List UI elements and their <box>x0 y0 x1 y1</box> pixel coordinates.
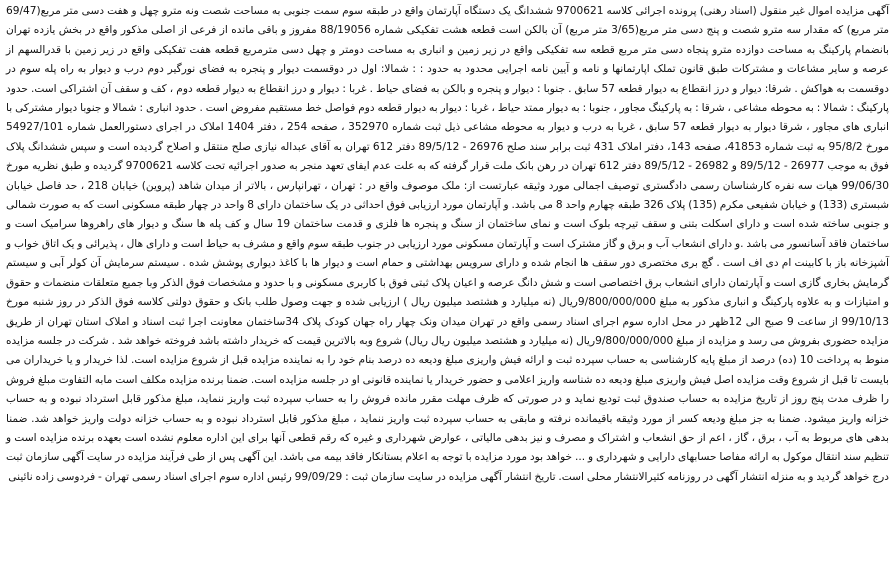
auction-notice-text: آگهی مزایده اموال غیر منقول (اسناد رهنی) پرونده اجرائی کلاسه 9700621 ششدانگ یک دستگاه آپارتمان واقع در طبقه سوم سمت جنوبی به مساحت شصت ونه مترو چهل و هفت دسی متر مربع(69/47 متر مربع) که مقدار سه مترو شصت و پنج دسی متر مربع(3/65 متر مربع) آن بالکن است قطعه هشت تفکیکی شماره 88/19056 مفروز و باقی مانده از فرعی از اصلی مذکور واقع در بخش یازده تهران بانضمام پارکینگ به مساحت دوازده مترو پنجاه دسی متر مربع قطعه سه تفکیکی واقع در زیر زمین و انباری به مساحت دومتر و چهل دسی مترمربع قطعه هفت تفکیکی واقع در زیر زمین با قدرالسهم از عرصه و سایر مشاعات و مشترکات طبق قانون تملک اپارتمانها و نامه و آیین نامه اجرایی محدود به حدود : : شمالا: اول در دوقسمت دیوار و پنجره به فضای نورگیر دوم درب و دیوار به راه پله سوم در دوقسمت به هواکش . شرقا: دیوار و درز انقطاع به دیوار قطعه 57 سابق . جنوبا : دیوار و پنجره و بالکن به فضای حیاط . غربا : دیوار و درز انقطاع به دیوار قطعه دوم ، کف و سقف آن اشتراکی است. حدود پارکینگ : شمالا : به محوطه مشاعی ، شرقا : به پارکینگ مجاور ، جنوبا : به دیوار ممتد حیاط ، غربا : دیوار به دیوار قطعه دوم فواصل خط مستقیم مفروض است . حدود انباری : شمالا و جنوبا دیوار مشترکی با انباری های مجاور ، شرقا دیوار به دیوار قطعه 57 سابق ، غربا به درب و دیوار به محوطه مشاعی ذیل ثبت شماره 352970 ، صفحه 254 ، دفتر 1404 املاک در اجرای دستورالعمل شماره 54927/101 مورخ 95/8/2 به ثبت شماره 41853، صفحه 143، دفتر املاک 431 ثبت برابر سند صلح 26976 - 89/5/12 دفتر 612 تهران به آقای عبداله نیازی صلح منتقل و اصلاح گردیده است و سپس ششدانگ پلاک فوق به موجب 26977 - 89/5/12 و 26982 - 89/5/12 دفتر 612 تهران در رهن بانک ملت قرار گرفته که به علت عدم ایفای تعهد منجر به صدور اجرائیه تحت کلاسه 9700621 گردیده و طبق نظریه مورخ 99/06/30 هیات سه نفره کارشناسان رسمی دادگستری توصیف اجمالی مورد وثیقه عبارتست از: ملک موصوف واقع در : تهران ، تهرانپارس ، بالاتر از میدان شاهد (پروین) خیابان 218 ، حد فاصل خیابان شبستری (133) و خیابان شفیعی مکرم (135) پلاک 326 طبقه چهارم واحد 8 می باشد. و آپارتمان مورد ارزیابی فوق احداثی در یک ساختمان دارای 8 واحد در چهار طبقه مسکونی است که به صورت شمالی و جنوبی ساخته شده است و دارای اسکلت بتنی و سقف تیرچه بلوک است و نمای ساختمان از سنگ و پنجره ها فلزی و قدمت ساختمان 19 سال و کف پله ها سنگ و دیوار های راهروها سرامیک است و ساختمان فاقد آسانسور می باشد .و دارای انشعاب آب و برق و گاز مشترک است و آپارتمان مسکونی مورد ارزیابی در جنوب طبقه سوم واقع و مشرف به حیاط است و دارای هال ، پذیرائی و یک اتاق خواب و آشپزخانه باز با کابینت ام دی اف است . گچ بری مختصری دور سقف ها انجام شده و دارای سرویس بهداشتی و حمام است و دیوار ها با کاغذ دیواری پوشش شده . سیستم سرمایش آن کولر آبی و سیستم گرمایش بخاری گازی است و آپارتمان دارای انشعاب برق اختصاصی است و شش دانگ عرصه و اعیان پلاک ثبتی فوق با کاربری مسکونی و با حدود و مشخصات فوق الذکر وبا جمیع متعلقات منضمات و حقوق و امتیازات و به علاوه پارکینگ و انباری مذکور به مبلغ 9/800/000/000ریال (نه میلیارد و هشتصد میلیون ریال ) ارزیابی شده و جهت وصول طلب بانک و حقوق دولتی کلاسه فوق الذکر در روز شنبه مورخ 99/10/13 از ساعت 9 صبح الی 12ظهر در محل اداره سوم اجرای اسناد رسمی واقع در تهران میدان ونک چهار راه جهان کودک پلاک 34ساختمان معاونت اجرا ثبت اسناد و املاک استان تهران از طریق مزایده حضوری بفروش می رسد و مزایده از مبلغ 9/800/000/000ریال (نه میلیارد و هشتصد میلیون ریال ریال) شروع وبه بالاترین قیمت که خریدار داشته باشد فروخته خواهد شد . شرکت در جلسه مزایده منوط به پرداخت 10 (ده) درصد از مبلغ پایه کارشناسی به حساب سپرده ثبت و ارائه فیش واریزی مبلغ ودیعه ده درصد بنام خود را به نماینده مزایده قبل از شروع مزایده است. لذا خریدار و یا خریداران می بایست تا قبل از شروع وقت مزایده اصل فیش واریزی مبلغ ودیعه ده شناسه واریز اعلامی و حضور خریدار یا نماینده قانونی او در جلسه مزایده است. ضمنا برنده مزایده مکلف است مابه التفاوت مبلغ فروش را ظرف مدت پنج روز از تاریخ مزایده به حساب صندوق ثبت تودیع نماید و در صورتی که ظرف مهلت مقرر مانده فروش را به حساب سپرده ثبت واریز ننماید، مبلغ مذکور قابل استرداد نبوده و به حساب خزانه واریز میشود. ضمنا به جز مبلغ ودیعه کسر از مورد وثیقه باقیمانده نرفته و مابقی به حساب سپرده ثبت واریز ننماید ، مبلغ مذکور قابل استرداد نبوده و به حساب خزانه دولت واریز خواهد شد. ضمنا بدهی های مربوط به آب ، برق ، گاز ، اعم از حق انشعاب و اشتراک و مصرف و نیز بدهی مالیاتی ، عوارض شهرداری و غیره که رقم قطعی آنها برای این اداره معلوم نشده است بعهده برنده مزایده است و تنظیم سند انتقال موکول به ارائه مفاصا حسابهای دارایی و شهرداری و ... خواهد بود مورد مزایده با توجه به اعلام بستانکار فاقد بیمه می باشد. این آگهی پس از طی فرآیند مزایده در سایت آگهی سازمان ثبت درج خواهد گردید و به منزله انتشار آگهی در روزنامه کثیرالانتشار محلی است. تاریخ انتشار آگهی مزایده در سایت سازمان ثبت : 99/09/29 رئیس اداره سوم اجرای اسناد رسمی تهران - فردوسی زاده نائینی <box>6 5 890 483</box>
